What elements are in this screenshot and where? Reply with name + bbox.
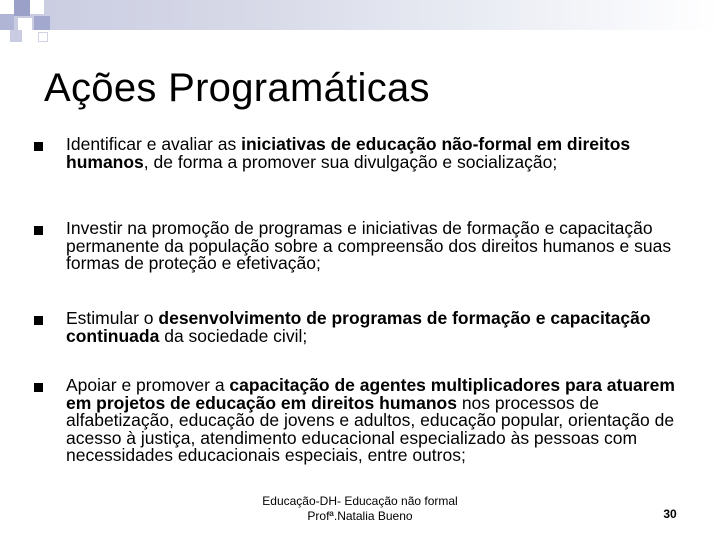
footer-course: Educação-DH- Educação não formal xyxy=(262,494,458,508)
top-decorative-bar xyxy=(0,0,720,30)
square-bullet-icon xyxy=(34,226,43,235)
slide-title: Ações Programáticas xyxy=(44,66,430,110)
text-segment: Investir na promoção de programas e iniciativas de formação e capacitação permanente da população sobre a compreensão dos direitos humanos e suas formas de proteção e efetivação; xyxy=(66,218,672,273)
bold-text-segment: iniciativas de educação não-formal em direitos humanos xyxy=(66,134,631,172)
text-segment: , de forma a promover sua divulgação e socialização; xyxy=(143,151,558,172)
page-number: 30 xyxy=(663,507,677,521)
bullet-text xyxy=(66,136,691,171)
bold-text-segment: desenvolvimento de programas de formação e capacitação continuada xyxy=(66,308,651,346)
square-bullet-icon xyxy=(34,142,43,151)
bullet-text xyxy=(66,377,691,465)
footer xyxy=(240,494,480,524)
square-bullet-icon xyxy=(34,316,43,325)
bullet-text xyxy=(66,220,691,273)
decorative-squares xyxy=(0,0,60,48)
text-segment: nos processos de alfabetização, educação de jovens e adultos, educação popular, orientação de acesso à justiça, atendimento educacional especializado às pessoas com necessidades educacionais especiais, entre outros; xyxy=(66,392,675,465)
text-segment: da sociedade civil; xyxy=(159,325,308,346)
bold-text-segment: capacitação de agentes multiplicadores para atuarem em projetos de educação em direitos humanos xyxy=(66,375,675,413)
text-segment: Estimular o xyxy=(66,308,159,328)
footer-author: Profª.Natalia Bueno xyxy=(307,509,413,523)
square-bullet-icon xyxy=(34,383,43,392)
text-segment: Identificar e avaliar as xyxy=(66,134,242,154)
text-segment: Apoiar e promover a xyxy=(66,375,230,395)
bullet-text xyxy=(66,310,691,345)
